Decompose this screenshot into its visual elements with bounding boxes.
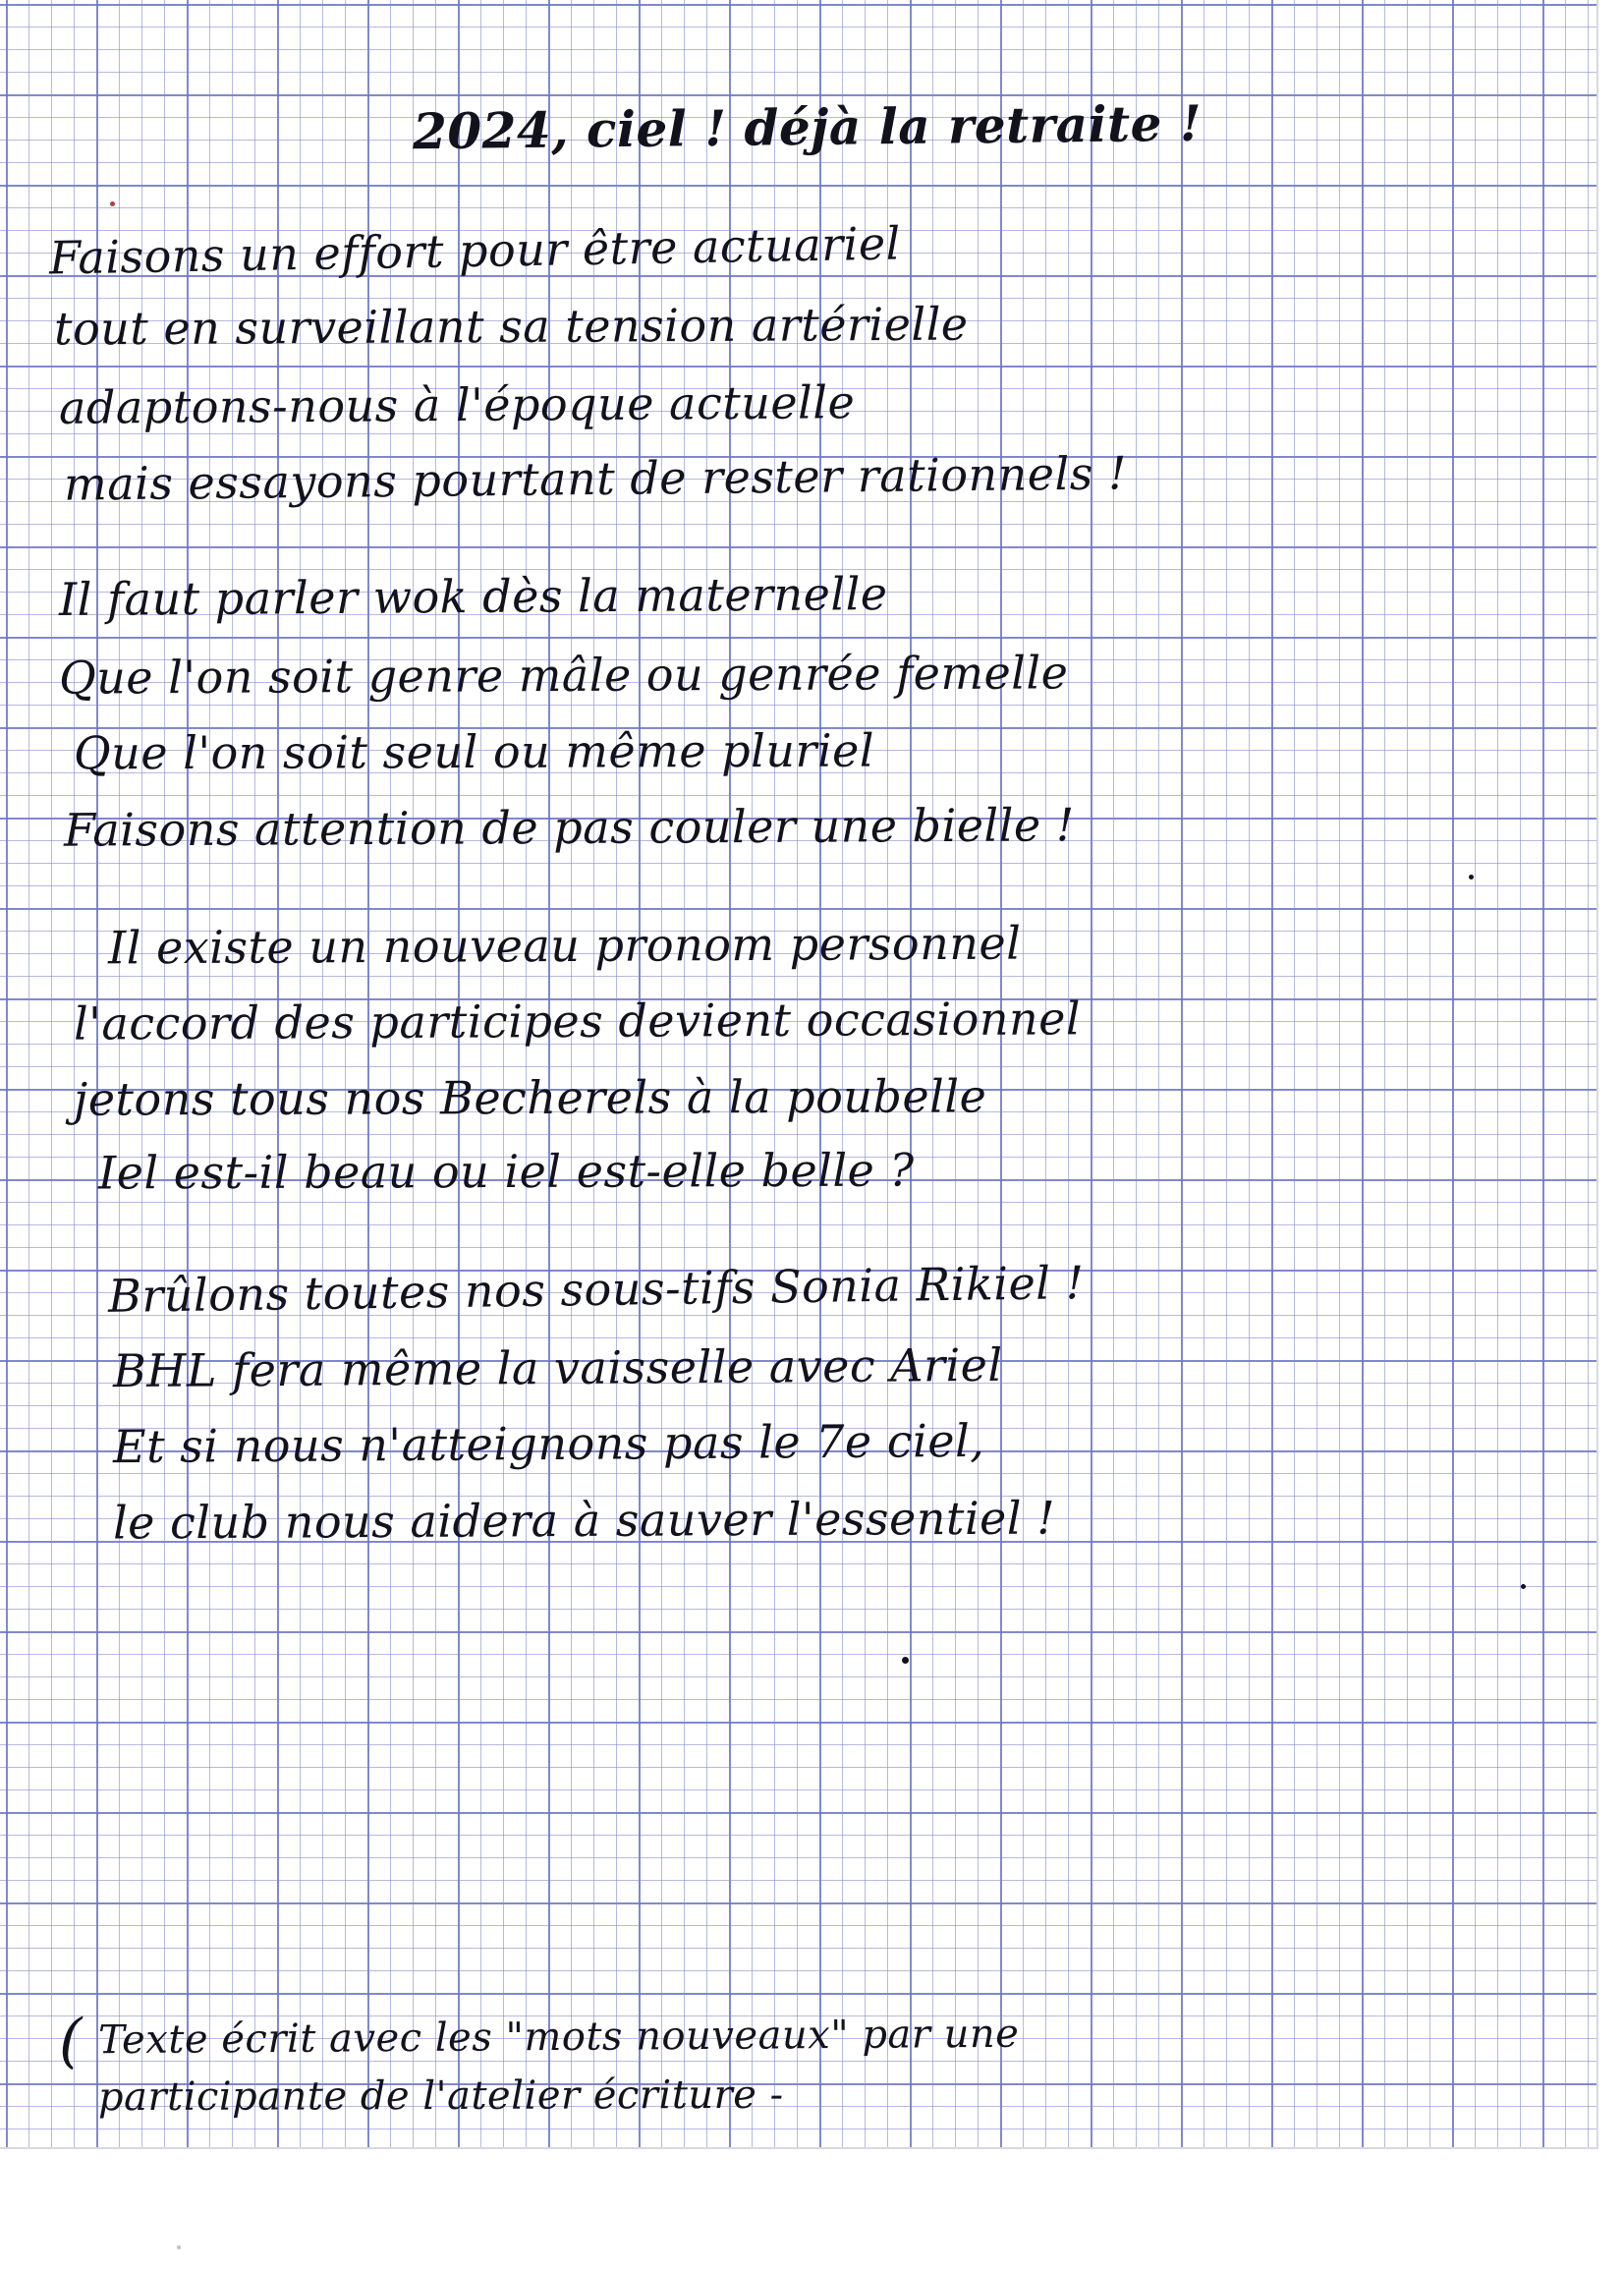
stanza-4-line-1: Brûlons toutes nos sous-tifs Sonia Rikiel ! xyxy=(107,1256,1085,1323)
footer-line-1: Texte écrit avec les "mots nouveaux" par une xyxy=(97,2011,1020,2064)
stanza-1-line-2: tout en surveillant sa tension artérielle xyxy=(53,297,969,356)
footer-line-2: participante de l'atelier écriture - xyxy=(97,2071,784,2121)
ink-dot xyxy=(110,201,115,206)
stanza-2-line-3: Que l'on soit seul ou même pluriel xyxy=(73,723,875,780)
stanza-3-line-4: Iel est-il beau ou iel est-elle belle ? xyxy=(97,1143,915,1200)
stanza-3-line-3: jetons tous nos Becherels à la poubelle xyxy=(73,1069,987,1126)
stanza-2-line-4: Faisons attention de pas couler une bielle ! xyxy=(63,798,1075,857)
ink-dot xyxy=(1521,1584,1526,1589)
stanza-4-line-4: le club nous aidera à sauver l'essentiel ! xyxy=(112,1491,1056,1550)
stanza-3-line-1: Il existe un nouveau pronom personnel xyxy=(107,916,1022,975)
stanza-4-line-2: BHL fera même la vaisselle avec Ariel xyxy=(112,1337,1003,1398)
stanza-2-line-2: Que l'on soit genre mâle ou genrée femelle xyxy=(58,646,1069,705)
stanza-3-line-2: l'accord des participes devient occasionnel xyxy=(73,992,1082,1050)
stanza-1-line-4: mais essayons pourtant de rester rationnels ! xyxy=(63,446,1128,511)
scan-speck xyxy=(177,2245,181,2249)
footer-open-paren: ( xyxy=(59,2007,83,2075)
stanza-4-line-3: Et si nous n'atteignons pas le 7e ciel, xyxy=(112,1413,985,1474)
stanza-1-line-3: adaptons-nous à l'époque actuelle xyxy=(58,375,856,434)
stanza-1-line-1: Faisons un effort pour être actuariel xyxy=(48,216,902,285)
stanza-2-line-1: Il faut parler wok dès la maternelle xyxy=(58,567,888,626)
ink-dot xyxy=(902,1657,909,1664)
ink-dot xyxy=(1469,875,1474,880)
poem-title: 2024, ciel ! déjà la retraite ! xyxy=(412,93,1203,161)
